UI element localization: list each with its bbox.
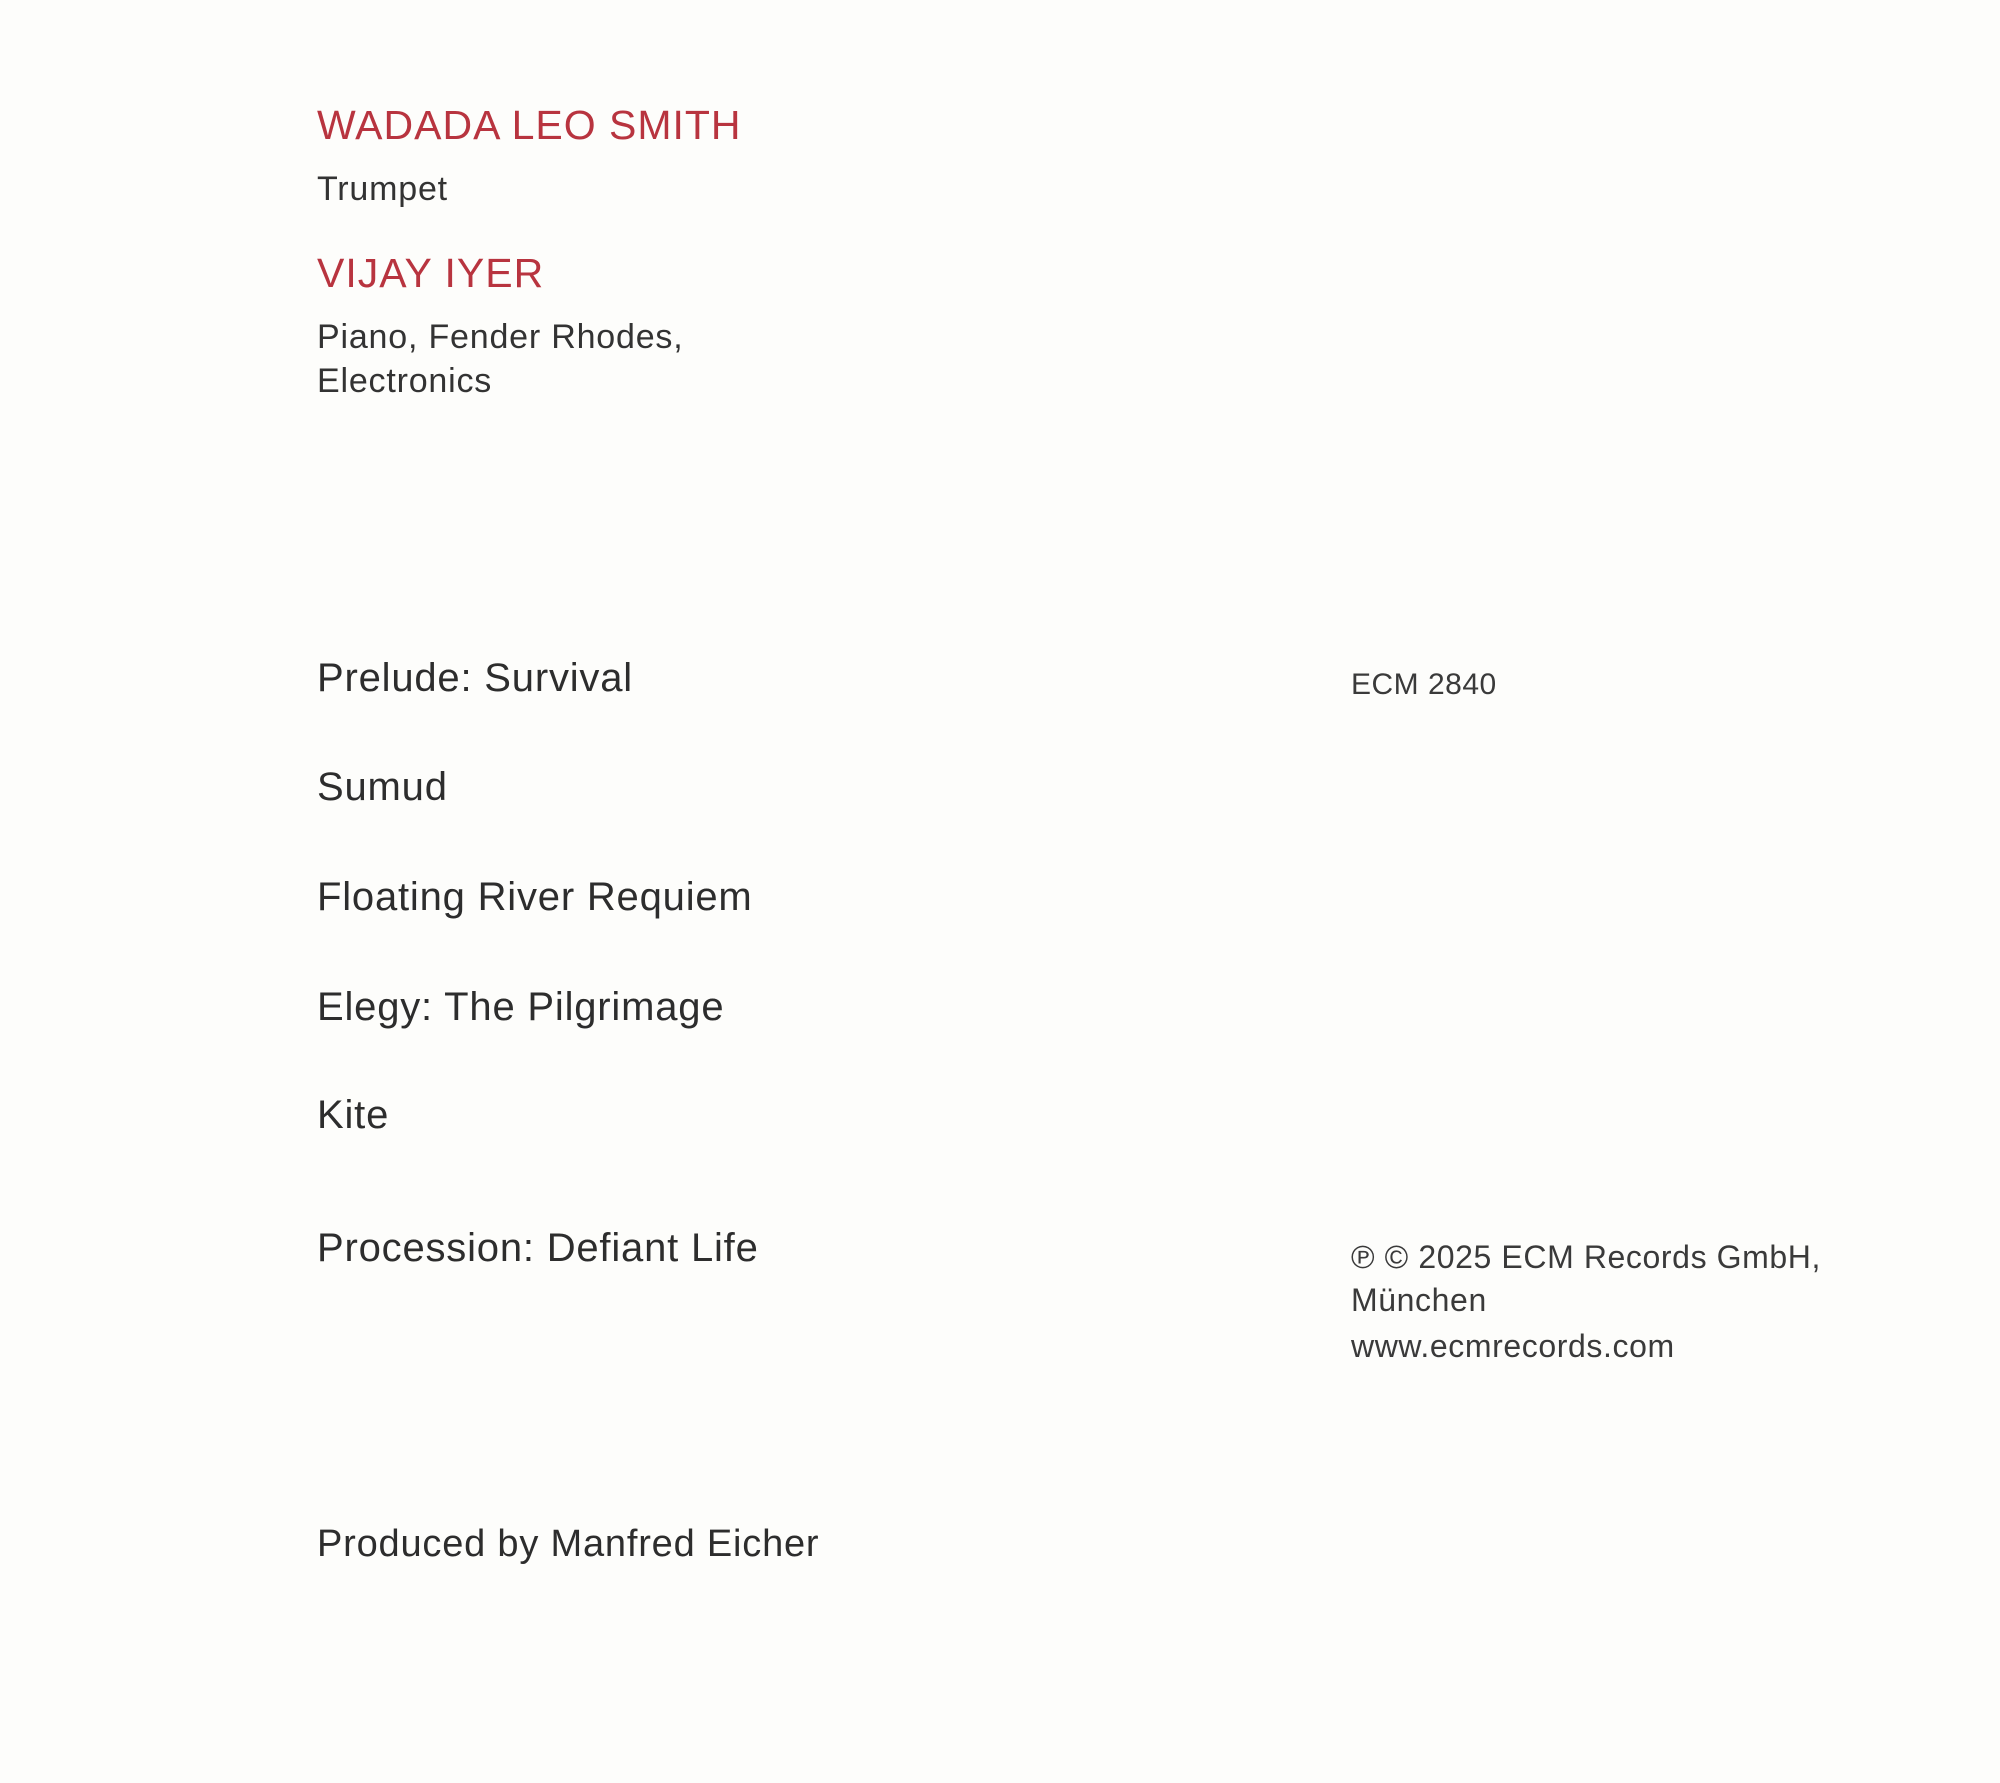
copyright-line: ℗ © 2025 ECM Records GmbH, — [1351, 1239, 1822, 1275]
copyright-city: München — [1351, 1282, 1487, 1318]
copyright-notice — [1351, 1236, 1911, 1322]
instrument-line: Trumpet — [317, 170, 448, 208]
instrument-line: Piano, Fender Rhodes, — [317, 318, 684, 356]
musician-name-2: VIJAY IYER — [317, 250, 545, 296]
website-text: www.ecmrecords.com — [1351, 1328, 1675, 1364]
musician-instrument-2 — [317, 315, 683, 403]
track-title-1: Prelude: Survival — [317, 656, 633, 700]
musician-name-1: WADADA LEO SMITH — [317, 102, 742, 148]
track-title-2: Sumud — [317, 765, 448, 809]
track-title-6: Procession: Defiant Life — [317, 1226, 759, 1270]
producer-credit: Produced by Manfred Eicher — [317, 1523, 820, 1565]
track-title-3: Floating River Requiem — [317, 875, 753, 919]
catalog-number: ECM 2840 — [1351, 668, 1497, 701]
track-title-4: Elegy: The Pilgrimage — [317, 985, 725, 1029]
track-title-5: Kite — [317, 1093, 390, 1137]
instrument-line: Electronics — [317, 362, 493, 400]
musician-instrument-1 — [317, 167, 448, 211]
